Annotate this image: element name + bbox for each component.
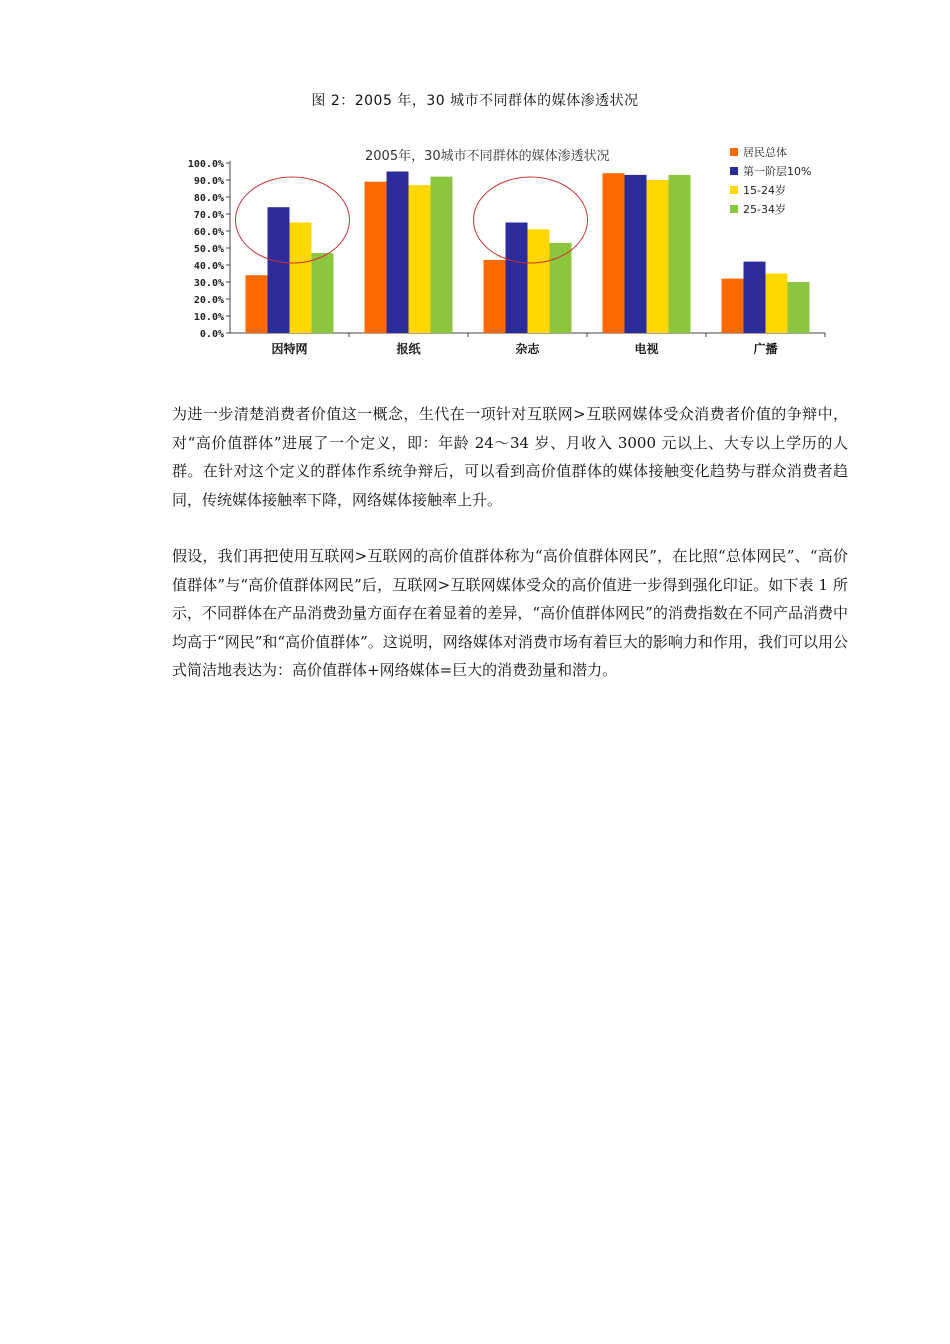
chart-svg [170,138,835,368]
legend-swatch [730,167,738,175]
bar-4-2 [766,274,788,334]
bar-1-3 [431,177,453,333]
paragraph-2: 假设，我们再把使用互联网>互联网的高价值群体称为“高价值群体网民”，在比照“总体网民”、“高价值群体”与“高价值群体网民”后，互联网>互联网媒体受众的高价值进一步得到强化印证。如下表 1 所示，不同群体在产品消费劲量方面存在着显着的差异，“高价值群体网民”的消费指数在不同产品消费中均高于“网民”和“高价值群体”。这说明，网络媒体对消费市场有着巨大的影响力和作用，我们可以用公式简洁地表达为：高价值群体+网络媒体=巨大的消费劲量和潜力。 [172,547,848,679]
bar-0-1 [268,207,290,333]
bar-3-0 [603,173,625,333]
bar-1-2 [409,185,431,333]
y-tick-label: 100.0% [187,159,224,170]
bar-4-0 [722,279,744,333]
x-tick-label: 电视 [634,342,659,356]
bar-2-2 [528,229,550,333]
bar-2-0 [484,260,506,333]
legend-swatch [730,205,738,213]
bar-chart [170,138,835,368]
x-tick-label: 杂志 [515,342,540,356]
bar-1-1 [387,172,409,334]
legend-swatch [730,148,738,156]
y-tick-label: 90.0% [193,176,224,187]
y-tick-label: 40.0% [193,261,224,272]
y-tick-label: 20.0% [193,295,224,306]
paragraph-1: 为进一步清楚消费者价值这一概念，生代在一项针对互联网>互联网媒体受众消费者价值的争辩中，对“高价值群体”进展了一个定义，即：年龄 24～34 岁、月收入 3000 元以上、大专以上学历的人群。在针对这个定义的群体作系统争辩后，可以看到高价值群体的媒体接触变化趋势与群众消费者趋同，传统媒体接触率下降，网络媒体接触率上升。 [172,405,848,509]
legend-label: 居民总体 [743,146,787,159]
bar-3-2 [647,180,669,333]
bar-0-2 [290,223,312,334]
bar-4-3 [788,282,810,333]
figure-caption: 图 2：2005 年，30 城市不同群体的媒体渗透状况 [311,93,639,109]
bar-3-3 [669,175,691,333]
bar-0-3 [312,253,334,333]
legend-label: 25-34岁 [743,203,786,216]
bar-2-1 [506,223,528,334]
bar-3-1 [625,175,647,333]
y-tick-label: 0.0% [199,329,224,340]
bar-0-0 [246,275,268,333]
x-tick-label: 因特网 [271,342,308,356]
y-tick-label: 80.0% [193,193,224,204]
bar-4-1 [744,262,766,333]
y-tick-label: 70.0% [193,210,224,221]
y-tick-label: 60.0% [193,227,224,238]
x-tick-label: 广播 [753,342,778,356]
x-tick-label: 报纸 [396,342,421,356]
y-tick-label: 10.0% [193,312,224,323]
y-tick-label: 30.0% [193,278,224,289]
legend-label: 15-24岁 [743,184,786,197]
chart-title: 2005年，30城市不同群体的媒体渗透状况 [365,149,610,164]
legend-swatch [730,186,738,194]
y-tick-label: 50.0% [193,244,224,255]
bar-1-0 [365,182,387,333]
legend-label: 第一阶层10% [743,165,812,178]
